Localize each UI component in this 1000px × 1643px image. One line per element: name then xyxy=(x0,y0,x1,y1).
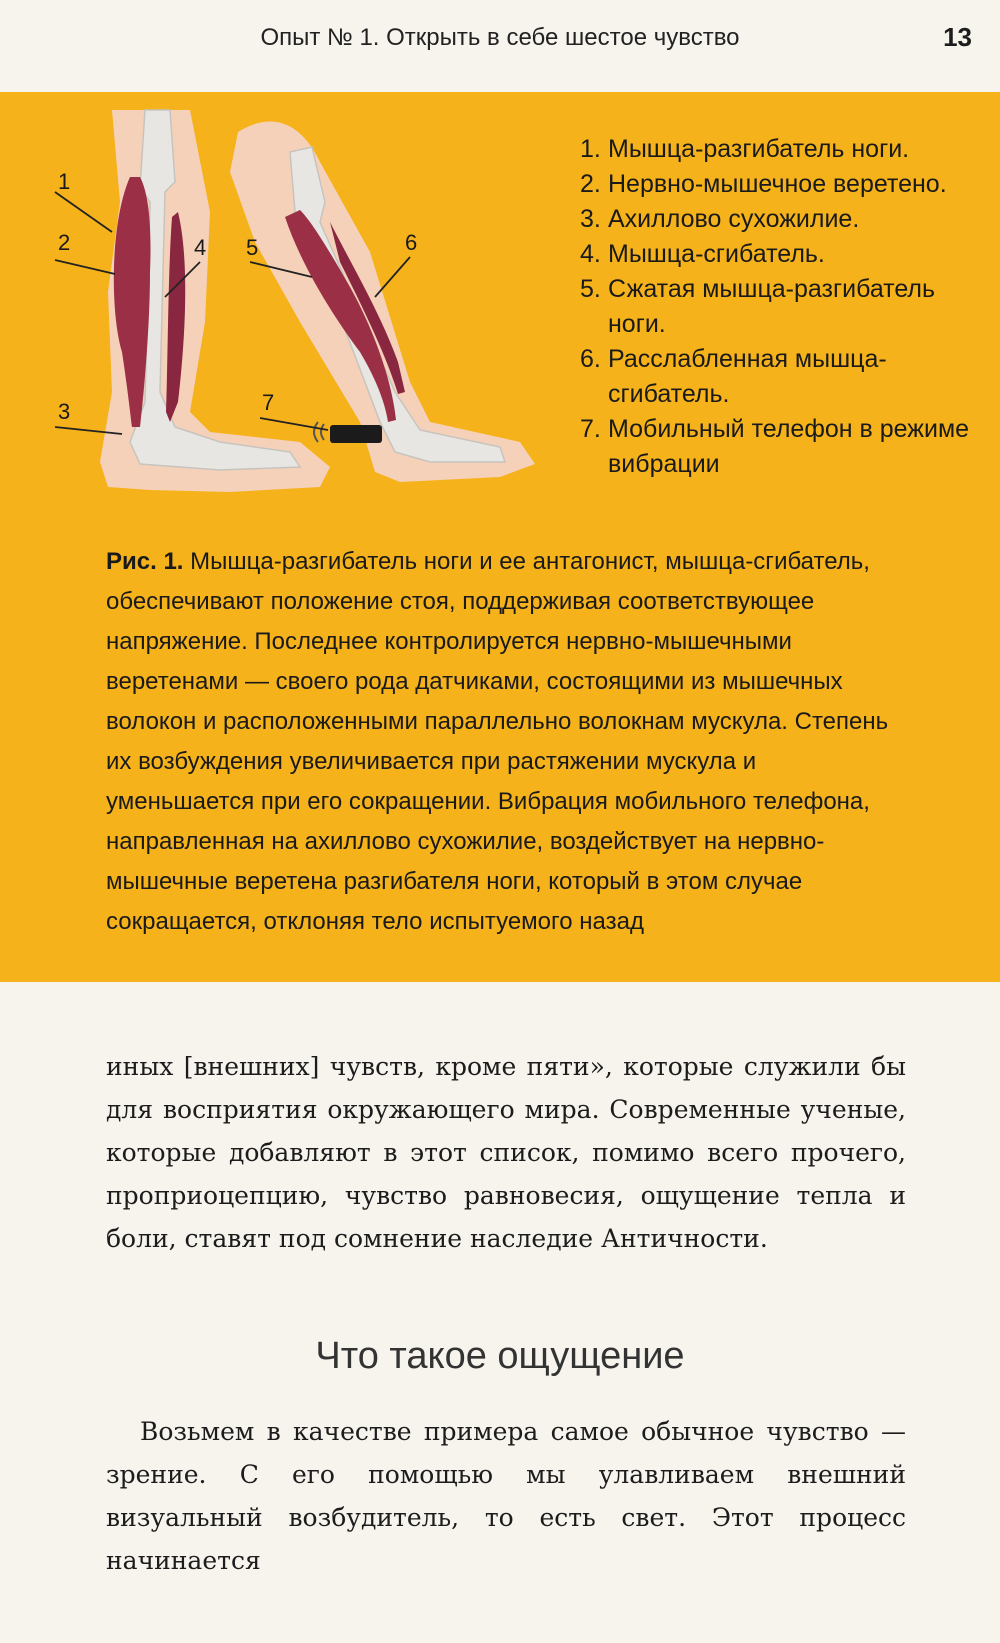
legend-num: 3. xyxy=(580,205,601,233)
callout-4: 4 xyxy=(194,235,207,260)
figure-legend xyxy=(580,132,990,482)
leg-anatomy-illustration xyxy=(0,92,570,522)
legend-text: Нервно-мышечное веретено. xyxy=(608,170,947,198)
callout-5: 5 xyxy=(246,235,259,260)
legend-text: Сжатая мышца-разгибатель ноги. xyxy=(608,275,936,338)
mobile-phone-icon xyxy=(330,425,382,443)
legend-item xyxy=(580,237,990,272)
legend-num: 7. xyxy=(580,415,601,443)
body-paragraph-1: иных [внешних] чувств, кроме пяти», которые служили бы для восприятия окружающего мира. Современные ученые, которые добавляют в этот список, помимо всего прочего, проприоцепцию, чувство равновесия, ощущение тепла и боли, ставят под сомнение наследие Античности. xyxy=(106,1052,906,1253)
running-header xyxy=(0,18,1000,58)
legend-text: Ахиллово сухожилие. xyxy=(608,205,860,233)
page-number: 13 xyxy=(943,22,972,52)
legend-item xyxy=(580,272,990,342)
callout-1: 1 xyxy=(58,169,71,194)
legend-item xyxy=(580,342,990,412)
legend-text: Расслабленная мышца-сгибатель. xyxy=(608,345,887,408)
legend-num: 4. xyxy=(580,240,601,268)
section-heading: Что такое ощущение xyxy=(315,1335,685,1377)
legend-num: 6. xyxy=(580,345,601,373)
caption-text: Мышца-разгибатель ноги и ее антагонист, мышца-сгибатель, обеспечивают положение стоя, поддерживая соответствующее напряжение. Последнее контролируется нервно-мышечными веретенами — своего рода датчиками, состоящими из мышечных волокон и расположенными параллельно волокнам мускула. Степень их возбуждения увеличивается при растяжении мускула и уменьшается при его сокращении. Вибрация мобильного телефона, направленная на ахиллово сухожилие, воздействует на нервно-мышечные веретена разгибателя ноги, который в этом случае сокращается, отклоняя тело испытуемого назад xyxy=(106,548,889,935)
figure-caption xyxy=(106,542,906,942)
callout-6: 6 xyxy=(405,230,418,255)
running-title: Опыт № 1. Открыть в себе шестое чувство xyxy=(260,24,740,51)
caption-label: Рис. 1. xyxy=(106,548,184,575)
callout-2: 2 xyxy=(58,230,71,255)
legend-text: Мышца-сгибатель. xyxy=(608,240,825,268)
legend-text: Мобильный телефон в режиме вибрации xyxy=(608,415,970,478)
callout-7: 7 xyxy=(262,390,275,415)
legend-item xyxy=(580,412,990,482)
legend-text: Мышца-разгибатель ноги. xyxy=(608,135,910,163)
legend-num: 5. xyxy=(580,275,601,303)
body-paragraph-2: Возьмем в качестве примера самое обычное чувство — зрение. С его помощью мы улавливаем внешний визуальный возбудитель, то есть свет. Этот процесс начинается xyxy=(106,1417,906,1575)
figure-panel xyxy=(0,92,1000,982)
legend-num: 1. xyxy=(580,135,601,163)
vibration-waves-icon xyxy=(314,422,324,442)
legend-num: 2. xyxy=(580,170,601,198)
legend-item xyxy=(580,132,990,167)
legend-item xyxy=(580,202,990,237)
legend-item xyxy=(580,167,990,202)
callout-3: 3 xyxy=(58,399,71,424)
